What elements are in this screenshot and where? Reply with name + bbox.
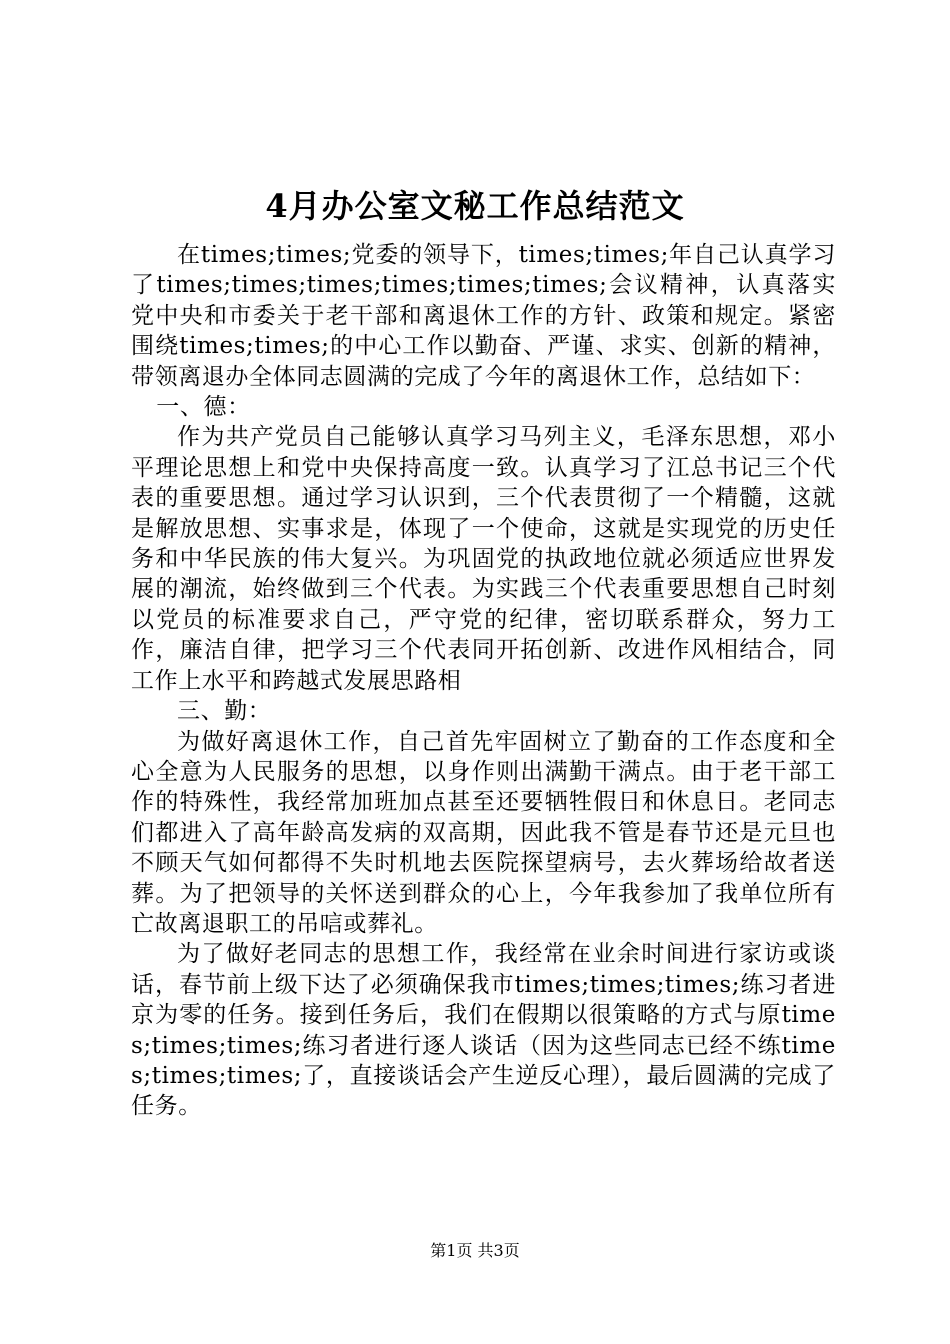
document-body (131, 240, 836, 1122)
document-title: 4月办公室文秘工作总结范文 (265, 187, 685, 225)
page-footer: 第1页 共3页 (430, 1241, 520, 1260)
qin-paragraph-2: 为了做好老同志的思想工作，我经常在业余时间进行家访或谈话，春节前上级下达了必须确保我市times;times;times;练习者进京为零的任务。接到任务后，我们在假期以很策略的方式与原times;times;times;练习者进行逐人谈话（因为这些同志已经不练times;times;times;了，直接谈话会产生逆反心理），最后圆满的完成了任务。 (131, 941, 836, 1120)
intro-paragraph: 在times;times;党委的领导下，times;times;年自己认真学习了times;times;times;times;times;times;会议精神，认真落实党中央和市委关于老干部和离退休工作的方针、政策和规定。紧密围绕times;times;的中心工作以勤奋、严谨、求实、创新的精神，带领离退办全体同志圆满的完成了今年的离退休工作，总结如下： (131, 242, 836, 390)
section-heading-de: 一、德： (156, 394, 251, 421)
section-heading-qin: 三、勤： (177, 698, 272, 725)
qin-paragraph-1: 为做好离退休工作，自己首先牢固树立了勤奋的工作态度和全心全意为人民服务的思想，以身作则出满勤干满点。由于老干部工作的特殊性，我经常加班加点甚至还要牺牲假日和休息日。老同志们都进入了高年龄高发病的双高期，因此我不管是春节还是元旦也不顾天气如何都得不失时机地去医院探望病号，去火葬场给故者送葬。为了把领导的关怀送到群众的心上，今年我参加了我单位所有亡故离退职工的吊唁或葬礼。 (131, 728, 836, 937)
de-paragraph: 作为共产党员自己能够认真学习马列主义，毛泽东思想，邓小平理论思想上和党中央保持高度一致。认真学习了江总书记三个代表的重要思想。通过学习认识到，三个代表贯彻了一个精髓，这就是解放思想、实事求是，体现了一个使命，这就是实现党的历史任务和中华民族的伟大复兴。为巩固党的执政地位就必须适应世界发展的潮流，始终做到三个代表。为实践三个代表重要思想自己时刻以党员的标准要求自己，严守党的纪律，密切联系群众，努力工作，廉洁自律，把学习三个代表同开拓创新、改进作风相结合，同工作上水平和跨越式发展思路相 (131, 424, 836, 694)
